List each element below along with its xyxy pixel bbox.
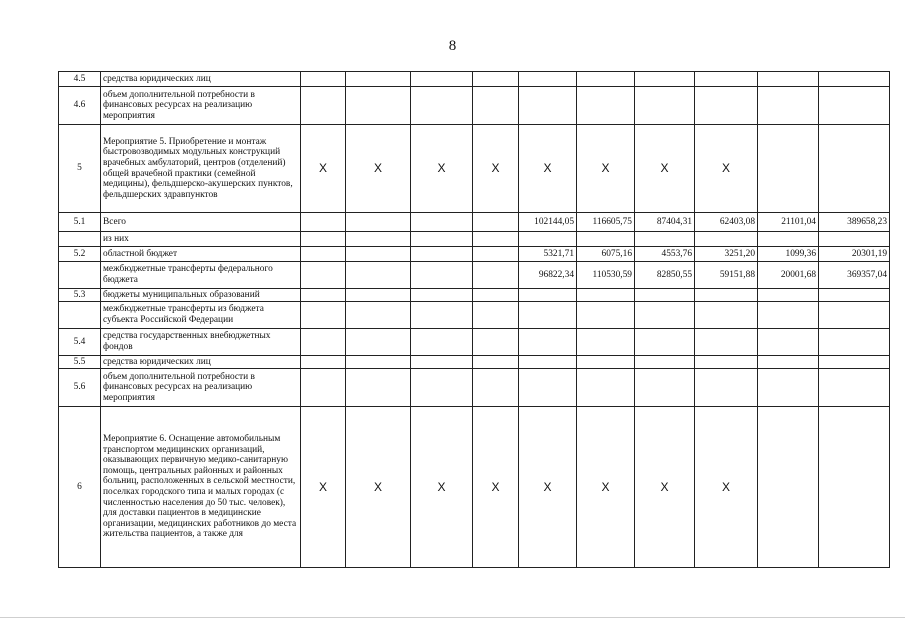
value-cell: 102144,05: [519, 213, 577, 232]
empty-cell: [346, 262, 411, 289]
mark-cell: X: [346, 125, 411, 213]
empty-cell: [301, 232, 346, 247]
empty-cell: [758, 125, 819, 213]
value-cell: 20001,68: [758, 262, 819, 289]
table-row: [59, 369, 890, 407]
mark-cell: X: [519, 125, 577, 213]
empty-cell: [635, 232, 695, 247]
empty-cell: [346, 289, 411, 302]
table-row: [59, 289, 890, 302]
empty-cell: [758, 302, 819, 329]
empty-cell: [819, 407, 890, 568]
empty-cell: [758, 289, 819, 302]
empty-cell: [301, 247, 346, 262]
empty-cell: [411, 369, 473, 407]
table-row: [59, 213, 890, 232]
mark-cell: X: [346, 407, 411, 568]
empty-cell: [695, 302, 758, 329]
mark-cell: X: [695, 125, 758, 213]
empty-cell: [635, 87, 695, 125]
empty-cell: [577, 289, 635, 302]
empty-cell: [519, 289, 577, 302]
empty-cell: [411, 329, 473, 356]
empty-cell: [819, 369, 890, 407]
empty-cell: [695, 87, 758, 125]
empty-cell: [473, 329, 519, 356]
row-name: средства юридических лиц: [101, 356, 301, 369]
row-name: областной бюджет: [101, 247, 301, 262]
empty-cell: [577, 329, 635, 356]
bottom-rule: [0, 617, 905, 618]
mark-cell: X: [301, 407, 346, 568]
row-number: 5.1: [59, 213, 101, 232]
empty-cell: [411, 247, 473, 262]
empty-cell: [346, 302, 411, 329]
empty-cell: [577, 87, 635, 125]
row-name: Мероприятие 5. Приобретение и монтаж быстровозводимых модульных конструкций врачебных амбулаторий, центров (отделений) общей врачебной практики (семейной медицины), фельдшерско-акушерских пунктов, фельдшерских здравпунктов: [101, 125, 301, 213]
value-cell: 82850,55: [635, 262, 695, 289]
empty-cell: [758, 232, 819, 247]
empty-cell: [635, 302, 695, 329]
empty-cell: [577, 369, 635, 407]
empty-cell: [577, 72, 635, 87]
empty-cell: [819, 302, 890, 329]
mark-cell: X: [411, 407, 473, 568]
table-body: [59, 72, 890, 568]
value-cell: 110530,59: [577, 262, 635, 289]
value-cell: 369357,04: [819, 262, 890, 289]
empty-cell: [346, 232, 411, 247]
value-cell: 389658,23: [819, 213, 890, 232]
empty-cell: [301, 72, 346, 87]
row-number: [59, 262, 101, 289]
empty-cell: [301, 329, 346, 356]
row-number: 4.5: [59, 72, 101, 87]
row-name: межбюджетные трансферты из бюджета субъекта Российской Федерации: [101, 302, 301, 329]
value-cell: 21101,04: [758, 213, 819, 232]
empty-cell: [346, 369, 411, 407]
empty-cell: [758, 369, 819, 407]
empty-cell: [301, 302, 346, 329]
empty-cell: [635, 369, 695, 407]
empty-cell: [473, 87, 519, 125]
empty-cell: [819, 289, 890, 302]
empty-cell: [819, 87, 890, 125]
empty-cell: [577, 232, 635, 247]
empty-cell: [301, 213, 346, 232]
empty-cell: [758, 87, 819, 125]
value-cell: 96822,34: [519, 262, 577, 289]
mark-cell: X: [473, 407, 519, 568]
mark-cell: X: [635, 125, 695, 213]
mark-cell: X: [411, 125, 473, 213]
empty-cell: [473, 72, 519, 87]
empty-cell: [519, 369, 577, 407]
empty-cell: [635, 289, 695, 302]
value-cell: 62403,08: [695, 213, 758, 232]
empty-cell: [519, 302, 577, 329]
value-cell: 1099,36: [758, 247, 819, 262]
empty-cell: [473, 232, 519, 247]
row-name: бюджеты муниципальных образований: [101, 289, 301, 302]
table-row: [59, 72, 890, 87]
empty-cell: [695, 72, 758, 87]
row-name: Всего: [101, 213, 301, 232]
empty-cell: [411, 213, 473, 232]
empty-cell: [695, 369, 758, 407]
table-row: [59, 125, 890, 213]
empty-cell: [411, 289, 473, 302]
value-cell: 87404,31: [635, 213, 695, 232]
empty-cell: [519, 329, 577, 356]
table-row: [59, 302, 890, 329]
mark-cell: X: [635, 407, 695, 568]
row-number: [59, 302, 101, 329]
empty-cell: [411, 302, 473, 329]
empty-cell: [411, 232, 473, 247]
empty-cell: [819, 125, 890, 213]
empty-cell: [519, 87, 577, 125]
table-row: [59, 87, 890, 125]
row-number: 5: [59, 125, 101, 213]
funding-table: [58, 71, 890, 568]
row-name: объем дополнительной потребности в финансовых ресурсах на реализацию мероприятия: [101, 87, 301, 125]
empty-cell: [819, 72, 890, 87]
empty-cell: [346, 356, 411, 369]
mark-cell: X: [577, 125, 635, 213]
row-name: Мероприятие 6. Оснащение автомобильным транспортом медицинских организаций, оказывающих первичную медико-санитарную помощь, центральных районных и районных больниц, расположенных в сельской местности, поселках городского типа и малых городах (с численностью населения до 50 тыс. человек), для доставки пациентов в медицинские организации, медицинских работников до места жительства пациентов, а также для: [101, 407, 301, 568]
empty-cell: [473, 262, 519, 289]
table-row: [59, 329, 890, 356]
empty-cell: [758, 329, 819, 356]
empty-cell: [473, 302, 519, 329]
empty-cell: [301, 369, 346, 407]
empty-cell: [346, 72, 411, 87]
row-number: 5.4: [59, 329, 101, 356]
empty-cell: [301, 87, 346, 125]
empty-cell: [411, 356, 473, 369]
row-name: из них: [101, 232, 301, 247]
value-cell: 20301,19: [819, 247, 890, 262]
empty-cell: [519, 232, 577, 247]
mark-cell: X: [695, 407, 758, 568]
value-cell: 6075,16: [577, 247, 635, 262]
empty-cell: [346, 213, 411, 232]
value-cell: 5321,71: [519, 247, 577, 262]
empty-cell: [758, 407, 819, 568]
empty-cell: [301, 262, 346, 289]
empty-cell: [346, 247, 411, 262]
empty-cell: [758, 72, 819, 87]
empty-cell: [346, 329, 411, 356]
empty-cell: [473, 356, 519, 369]
table-row: [59, 356, 890, 369]
table-row: [59, 232, 890, 247]
empty-cell: [577, 302, 635, 329]
row-name: объем дополнительной потребности в финансовых ресурсах на реализацию мероприятия: [101, 369, 301, 407]
mark-cell: X: [473, 125, 519, 213]
empty-cell: [301, 289, 346, 302]
mark-cell: X: [577, 407, 635, 568]
empty-cell: [695, 289, 758, 302]
row-name: межбюджетные трансферты федерального бюджета: [101, 262, 301, 289]
table-row: [59, 407, 890, 568]
empty-cell: [695, 356, 758, 369]
row-number: 5.3: [59, 289, 101, 302]
row-number: [59, 232, 101, 247]
row-number: 4.6: [59, 87, 101, 125]
empty-cell: [635, 356, 695, 369]
empty-cell: [819, 232, 890, 247]
mark-cell: X: [301, 125, 346, 213]
value-cell: 116605,75: [577, 213, 635, 232]
empty-cell: [473, 369, 519, 407]
empty-cell: [695, 232, 758, 247]
empty-cell: [577, 356, 635, 369]
empty-cell: [819, 356, 890, 369]
row-number: 6: [59, 407, 101, 568]
row-number: 5.5: [59, 356, 101, 369]
empty-cell: [635, 329, 695, 356]
empty-cell: [519, 72, 577, 87]
empty-cell: [346, 87, 411, 125]
empty-cell: [519, 356, 577, 369]
empty-cell: [758, 356, 819, 369]
row-name: средства юридических лиц: [101, 72, 301, 87]
value-cell: 3251,20: [695, 247, 758, 262]
table-row: [59, 247, 890, 262]
empty-cell: [819, 329, 890, 356]
empty-cell: [473, 247, 519, 262]
empty-cell: [411, 72, 473, 87]
mark-cell: X: [519, 407, 577, 568]
row-name: средства государственных внебюджетных фондов: [101, 329, 301, 356]
empty-cell: [411, 87, 473, 125]
page-number: 8: [448, 38, 457, 54]
value-cell: 59151,88: [695, 262, 758, 289]
empty-cell: [301, 356, 346, 369]
value-cell: 4553,76: [635, 247, 695, 262]
empty-cell: [635, 72, 695, 87]
empty-cell: [411, 262, 473, 289]
table-row: [59, 262, 890, 289]
row-number: 5.6: [59, 369, 101, 407]
empty-cell: [473, 213, 519, 232]
empty-cell: [473, 289, 519, 302]
row-number: 5.2: [59, 247, 101, 262]
empty-cell: [695, 329, 758, 356]
